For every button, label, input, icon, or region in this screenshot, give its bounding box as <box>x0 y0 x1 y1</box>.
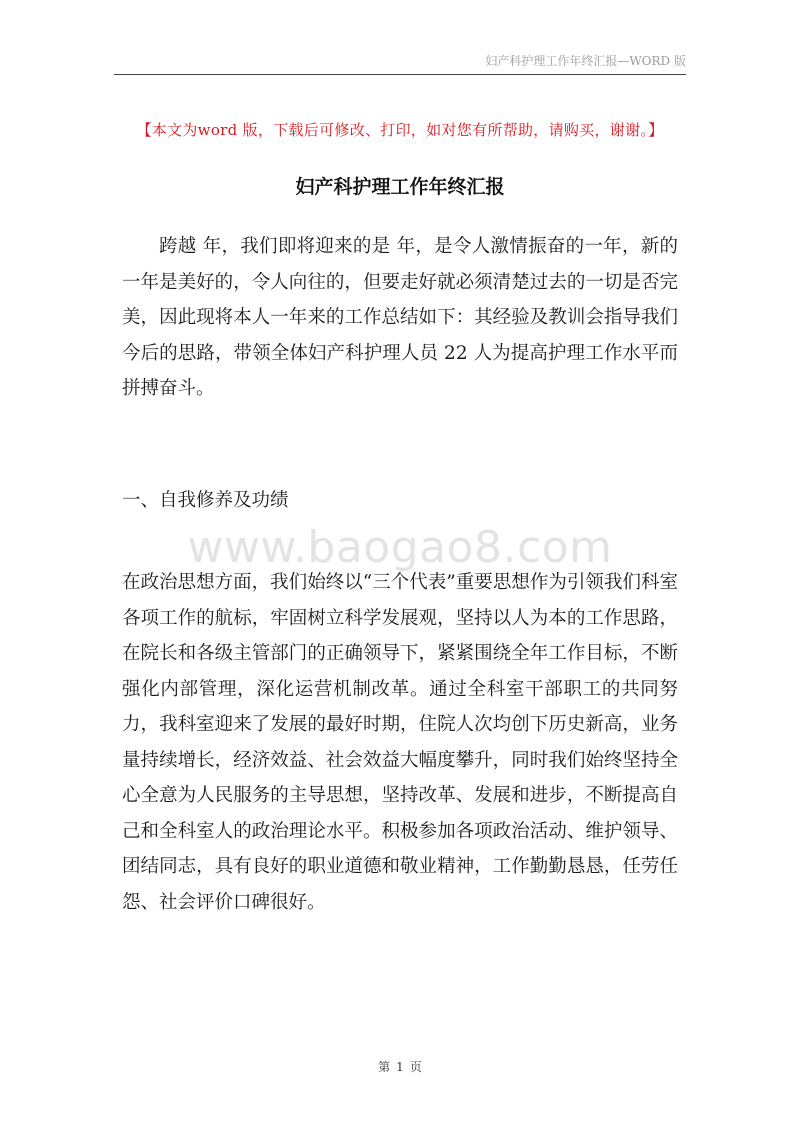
purchase-notice: 【本文为word 版，下载后可修改、打印，如对您有所帮助，请购买，谢谢。】 <box>136 121 664 139</box>
page-suffix: 页 <box>409 1060 422 1074</box>
document-title: 妇产科护理工作年终汇报 <box>295 176 505 198</box>
body-paragraph: 在政治思想方面，我们始终以“三个代表”重要思想作为引领我们科室各项工作的航标，牢固树立科学发展观，坚持以人为本的工作思路，在院长和各级主管部门的正确领导下，紧紧围绕全年工作目标，不断强化内部管理，深化运营机制改革。通过全科室干部职工的共同努力，我科室迎来了发展的最好时期，住院人次均创下历史新高，业务量持续增长，经济效益、社会效益大幅度攀升，同时我们始终坚持全心全意为人民服务的主导思想，坚持改革、发展和进步，不断提高自己和全科室人的政治理论水平。积极参加各项政治活动、维护领导、团结同志，具有良好的职业道德和敬业精神，工作勤勤恳恳，任劳任怨、社会评价口碑很好。 <box>122 572 678 913</box>
header-divider <box>114 74 686 75</box>
page-number: 1 <box>396 1060 404 1074</box>
section-heading: 一、自我修养及功绩 <box>122 490 289 511</box>
page-prefix: 第 <box>378 1060 391 1074</box>
page-footer <box>0 1058 800 1075</box>
running-header: 妇产科护理工作年终汇报—WORD 版 <box>485 54 686 68</box>
watermark: www.baogao8.com <box>187 522 613 573</box>
intro-paragraph: 跨越 年，我们即将迎来的是 年，是令人激情振奋的一年，新的一年是美好的，令人向往的，但要走好就必须清楚过去的一切是否完美，因此现将本人一年来的工作总结如下：其经验及教训会指导我们今后的思路，带领全体妇产科护理人员 22 人为提高护理工作水平而拼搏奋斗。 <box>122 236 678 399</box>
